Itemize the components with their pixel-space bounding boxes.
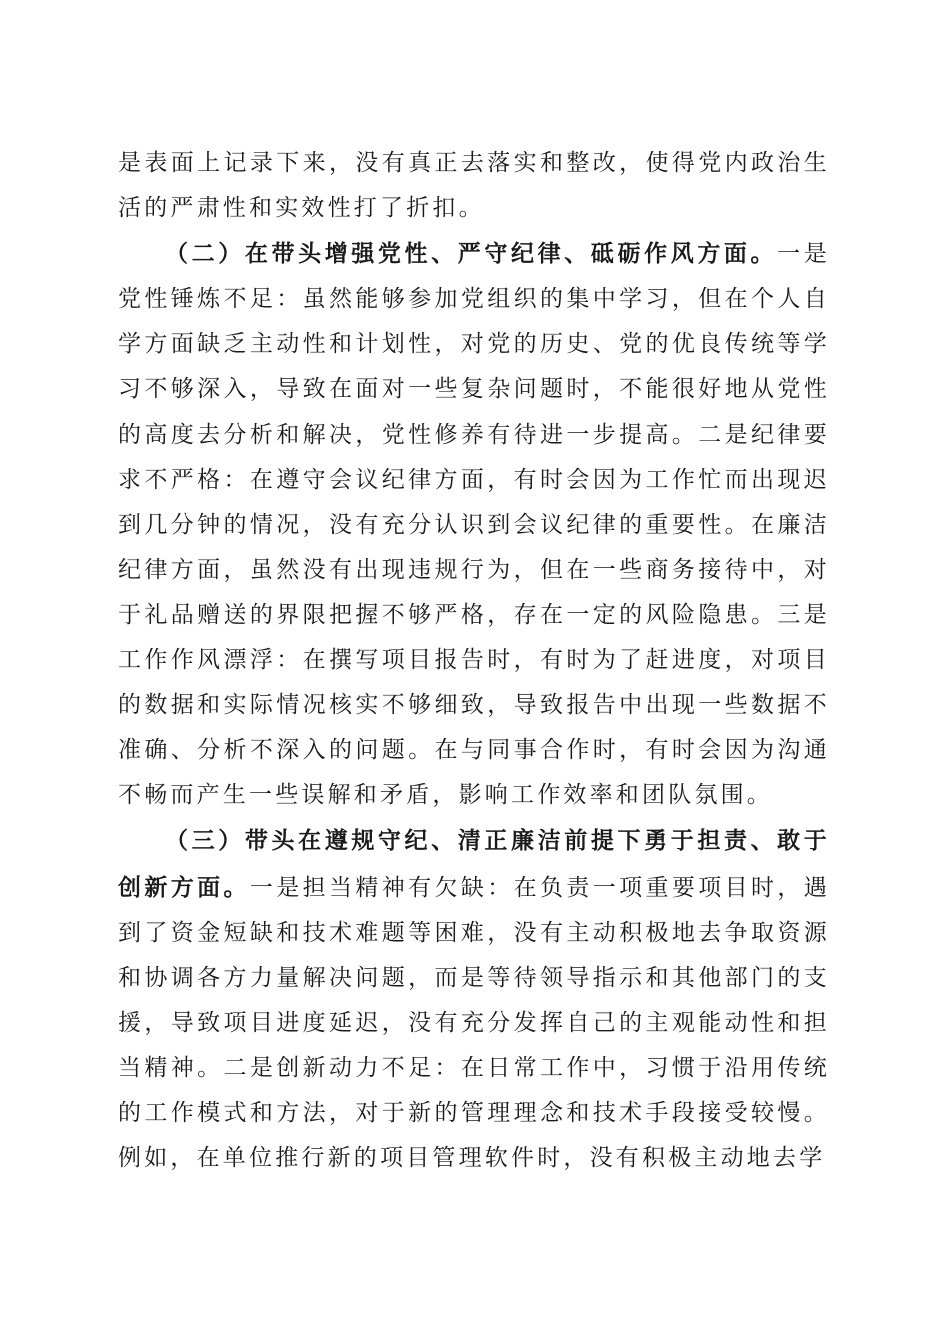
paragraph-text: 一是担当精神有欠缺：在负责一项重要项目时，遇到了资金短缺和技术难题等困难，没有主动积极地去争取资源和协调各方力量解决问题，而是等待领导指示和其他部门的支援，导致项目进度延迟，没有充分发挥自己的主观能动性和担当精神。二是创新动力不足：在日常工作中，习惯于沿用传统的工作模式和方法，对于新的管理理念和技术手段接受较慢。例如，在单位推行新的项目管理软件时，没有积极主动地去学	[118, 874, 831, 1172]
paragraph-section-three	[118, 818, 830, 1181]
section-heading: （三）带头在遵规守纪、清正廉洁前提下勇于担责、敢于创新方面。	[118, 827, 830, 901]
paragraph-text: 一是党性锤炼不足：虽然能够参加党组织的集中学习，但在个人自学方面缺乏主动性和计划性，对党的历史、党的优良传统等学习不够深入，导致在面对一些复杂问题时，不能很好地从党性的高度去分析和解决，党性修养有待进一步提高。二是纪律要求不严格：在遵守会议纪律方面，有时会因为工作忙而出现迟到几分钟的情况，没有充分认识到会议纪律的重要性。在廉洁纪律方面，虽然没有出现违规行为，但在一些商务接待中，对于礼品赠送的界限把握不够严格，存在一定的风险隐患。三是工作作风漂浮：在撰写项目报告时，有时为了赶进度，对项目的数据和实际情况核实不够细致，导致报告中出现一些数据不准确、分析不深入的问题。在与同事合作时，有时会因为沟通不畅而产生一些误解和矛盾，影响工作效率和团队氛围。	[118, 241, 830, 809]
paragraph-text: 是表面上记录下来，没有真正去落实和整改，使得党内政治生活的严肃性和实效性打了折扣。	[118, 150, 830, 222]
document-body	[118, 141, 830, 1181]
paragraph-section-two	[118, 231, 830, 818]
paragraph-continuation	[118, 141, 830, 231]
section-heading: （二）在带头增强党性、严守纪律、砥砺作风方面。	[165, 240, 778, 268]
